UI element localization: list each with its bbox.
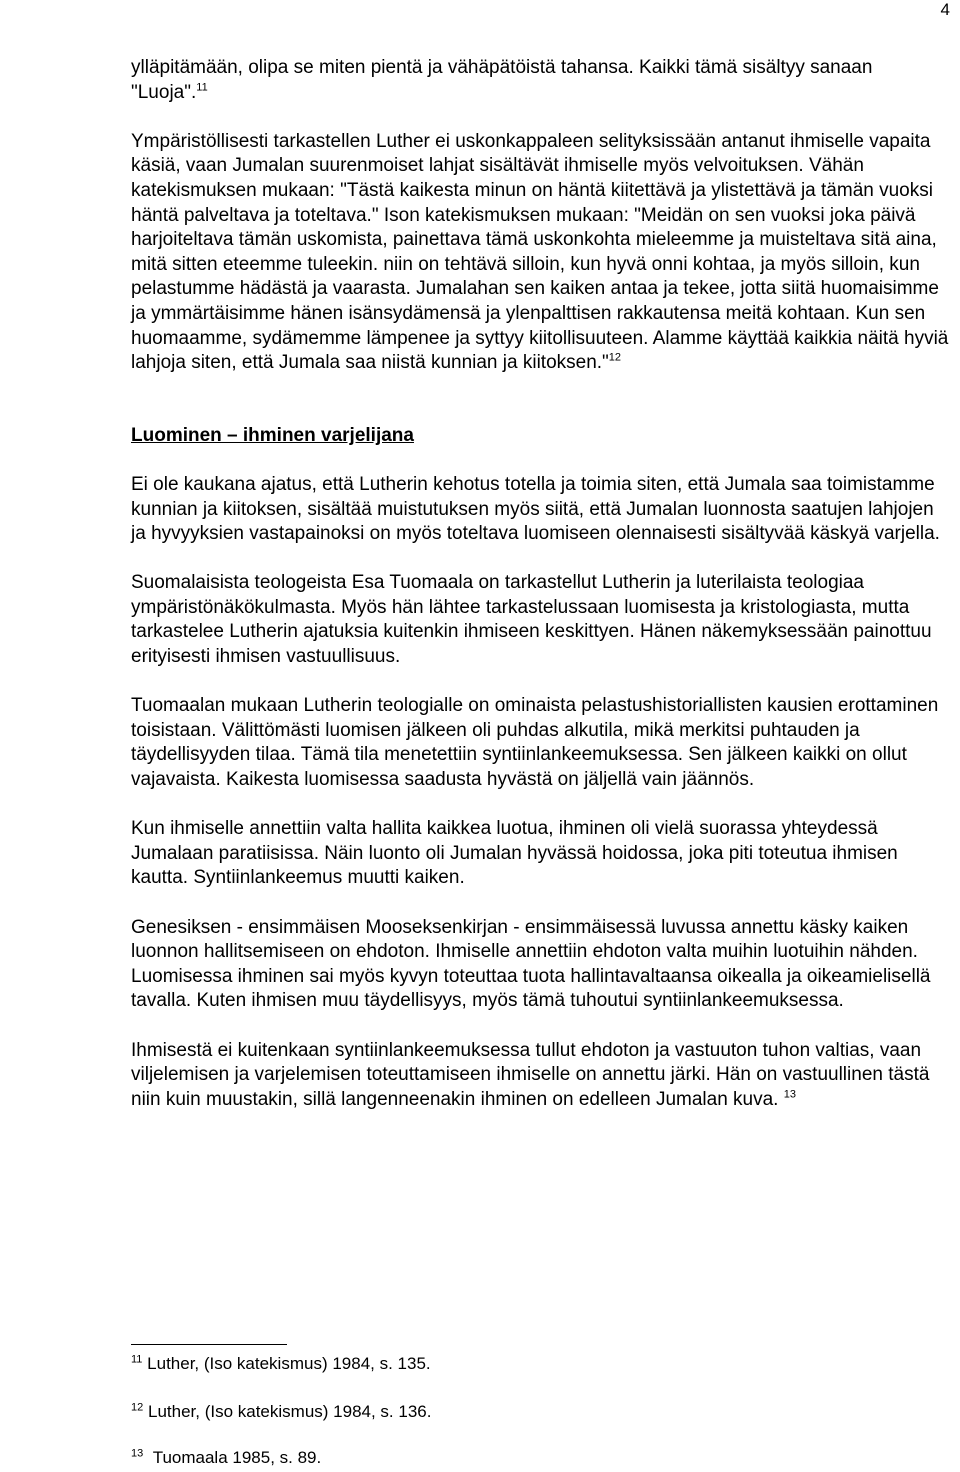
paragraph-text: ylläpitämään, olipa se miten pientä ja vähäpätöistä tahansa. Kaikki tämä sisältyy sanaan "Luoja". [131,57,873,103]
footnote-separator [131,1344,287,1345]
footnote-ref: 13 [783,1088,796,1101]
footnote-ref: 12 [608,351,622,364]
page-number: 4 [940,0,950,19]
body-paragraph [131,130,951,376]
paragraph-text: Ihmisestä ei kuitenkaan syntiinlankeemuksessa tullut ehdoton ja vastuuton tuhon valtias, vaan viljelemisen ja varjelemisen toteuttamiseen ihmiselle on annettu järki. Hän on vastuullinen tästä niin kuin muustakin, sillä langenneenakin ihminen on edelleen Jumalan kuva. [131,1039,930,1110]
footnote-text: Luther, (Iso katekismus) 1984, s. 136. [147,1402,432,1421]
footnote [131,1447,321,1469]
footnote-number: 13 [131,1447,144,1460]
footnote-text: Tuomaala 1985, s. 89. [152,1448,322,1467]
document-body [131,56,951,1112]
paragraph-text: Suomalaisista teologeista Esa Tuomaala on tarkastellut Lutherin ja luterilaista teologiaa ympäristönäkökulmasta. Myös hän lähtee tarkastelussaan luomisesta ja kristologiasta, mutta tarkastelee Lutherin ajatuksia kuitenkin ihmiseen keskittyen. Hänen näkemyksessään painottuu erityisesti ihmisen vastuullisuus. [131,572,932,668]
footnote-text: Luther, (Iso katekismus) 1984, s. 135. [147,1354,431,1373]
footnote [131,1353,431,1375]
body-paragraph [131,694,951,792]
paragraph-text: Ympäristöllisesti tarkastellen Luther ei uskonkappaleen selityksissään antanut ihmiselle vapaita käsiä, vaan Jumalan suurenmoiset lahjat sisältävät ihmiselle myös velvoituksen. Vähän katekismuksen mukaan: "Tästä kaikesta minun on häntä kiitettävä ja ylistettävä ja tämän vuoksi häntä palveltava ja toteltava." Ison katekismuksen mukaan: "Meidän on sen vuoksi joka päivä harjoiteltava tämän uskomista, painettava tämä uskonkohta mieleemme ja muisteltava sitä aina, mitä sitten eteemme tuleekin. niin on tehtävä silloin, kun hyvä onni kohtaa, ja myös silloin, kun pelastumme hädästä ja vaarasta. Jumalahan sen kaiken antaa ja tekee, jotta siitä huomaisimme ja ymmärtäisimme hänen isänsydämensä ja ylenpalttisen rakkautensa meitä kohtaan. Kun sen huomaamme, sydämemme lämpenee ja syttyy kiitollisuuteen. Alamme käyttää kaikkia näitä hyviä lahjoja siten, että Jumala saa niistä kunnian ja kiitoksen." [131,130,949,374]
footnote-number: 11 [131,1353,143,1366]
footnote-ref: 11 [196,81,208,94]
body-paragraph [131,1039,951,1113]
body-paragraph [131,56,951,105]
body-paragraph [131,473,951,547]
body-paragraph [131,916,951,1014]
footnote-number: 12 [131,1401,144,1414]
section-heading: Luominen – ihminen varjelijana [131,424,414,446]
body-paragraph [131,571,951,669]
paragraph-text: Kun ihmiselle annettiin valta hallita kaikkea luotua, ihminen oli vielä suorassa yhteydessä Jumalaan paratiisissa. Näin luonto oli Jumalan hyvässä hoidossa, joka piti toteutua ihmisen kautta. Syntiinlankeemus muutti kaiken. [131,818,898,889]
paragraph-text: Tuomaalan mukaan Lutherin teologialle on ominaista pelastushistoriallisten kausien erottaminen toisistaan. Välittömästi luomisen jälkeen oli puhdas alkutila, mikä merkitsi puhtauden ja täydellisyyden tilaa. Tämä tila menetettiin syntiinlankeemuksessa. Sen jälkeen kaikki on ollut vajavaista. Kaikesta luomisessa saadusta hyvästä on jäljellä vain jäännös. [131,695,939,791]
paragraph-text: Ei ole kaukana ajatus, että Lutherin kehotus totella ja toimia siten, että Jumala saa toimistamme kunnian ja kiitoksen, sisältää muistutuksen myös siitä, että Jumalan luonnosta saatujen lahjojen ja hyvyyksien vastapainoksi on myös toteltava luomiseen olennaisesti sisältyvää käskyä varjella. [131,473,940,545]
body-paragraph [131,817,951,891]
paragraph-text: Genesiksen - ensimmäisen Mooseksenkirjan - ensimmäisessä luvussa annettu käsky kaiken luonnon hallitsemiseen on ehdoton. Ihmiselle annettiin ehdoton valta muihin luotuihin nähden. Luomisessa ihminen sai myös kyvyn toteuttaa tuota hallintavaltaansa oikealla ja oikeamielisellä tavalla. Kuten ihmisen muu täydellisyys, myös tämä tuhoutui syntiinlankeemuksessa. [131,916,931,1012]
footnote [131,1401,431,1423]
